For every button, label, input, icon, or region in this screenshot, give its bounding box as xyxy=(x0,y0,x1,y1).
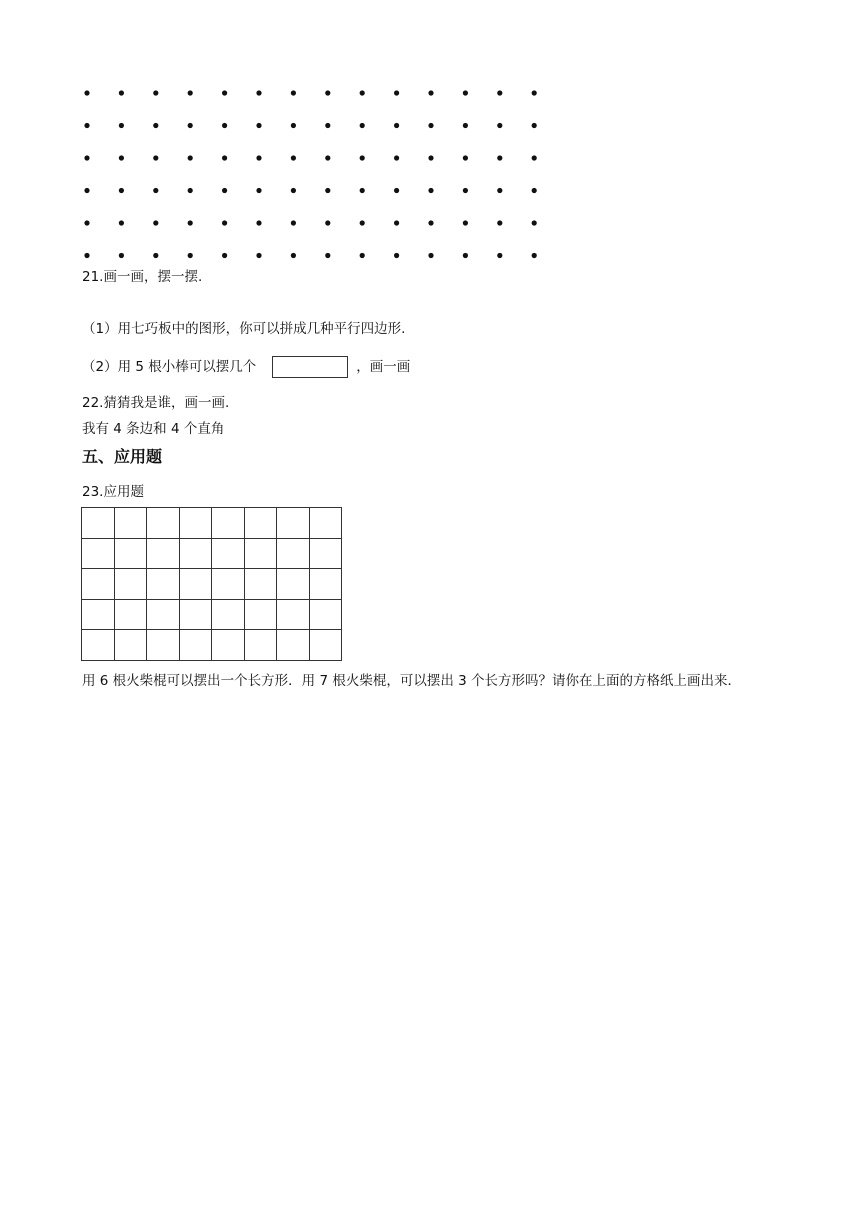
grid-dot xyxy=(463,253,468,258)
grid-cell[interactable] xyxy=(309,538,342,569)
question-22-title: 22.猜猜我是谁，画一画. xyxy=(82,395,230,411)
grid-dot xyxy=(84,253,89,258)
grid-dot xyxy=(360,90,365,95)
grid-cell[interactable] xyxy=(244,508,277,539)
grid-cell[interactable] xyxy=(309,508,342,539)
grid-dot xyxy=(188,253,193,258)
question-21-part1: （1）用七巧板中的图形，你可以拼成几种平行四边形. xyxy=(82,321,406,337)
grid-dot xyxy=(188,188,193,193)
grid-dot xyxy=(360,123,365,128)
grid-dot xyxy=(463,90,468,95)
grid-dot xyxy=(188,220,193,225)
grid-dot xyxy=(428,155,433,160)
grid-dot xyxy=(463,220,468,225)
grid-dot xyxy=(222,90,227,95)
grid-cell[interactable] xyxy=(277,508,310,539)
grid-cell[interactable] xyxy=(309,569,342,600)
question-21-part2 xyxy=(82,356,410,378)
grid-dot xyxy=(428,123,433,128)
grid-dot xyxy=(291,123,296,128)
grid-dot xyxy=(188,123,193,128)
grid-dot xyxy=(394,220,399,225)
grid-dot xyxy=(325,90,330,95)
grid-dot xyxy=(532,123,537,128)
grid-dot xyxy=(256,123,261,128)
grid-dot xyxy=(256,188,261,193)
question-21-part2-text: （2）用 5 根小棒可以摆几个 xyxy=(82,359,257,375)
grid-cell[interactable] xyxy=(277,599,310,630)
grid-cell[interactable] xyxy=(179,630,212,661)
grid-dot xyxy=(84,188,89,193)
grid-dot xyxy=(153,253,158,258)
grid-dot xyxy=(532,220,537,225)
grid-dot xyxy=(188,90,193,95)
grid-dot xyxy=(532,90,537,95)
grid-dot xyxy=(325,188,330,193)
grid-cell[interactable] xyxy=(244,538,277,569)
grid-dot xyxy=(119,253,124,258)
grid-dot xyxy=(394,90,399,95)
grid-cell[interactable] xyxy=(179,538,212,569)
grid-dot xyxy=(119,220,124,225)
grid-cell[interactable] xyxy=(179,508,212,539)
grid-dot xyxy=(360,155,365,160)
grid-dot xyxy=(84,90,89,95)
grid-dot xyxy=(394,188,399,193)
grid-dot xyxy=(256,220,261,225)
grid-dot xyxy=(222,253,227,258)
grid-dot xyxy=(119,123,124,128)
grid-dot xyxy=(463,123,468,128)
grid-dot xyxy=(84,123,89,128)
question-23-title: 23.应用题 xyxy=(82,484,144,500)
grid-dot xyxy=(119,90,124,95)
grid-cell[interactable] xyxy=(212,599,245,630)
grid-dot xyxy=(84,220,89,225)
grid-dot xyxy=(463,188,468,193)
grid-cell[interactable] xyxy=(147,599,180,630)
grid-cell[interactable] xyxy=(114,630,147,661)
grid-dot xyxy=(291,220,296,225)
grid-dot xyxy=(256,90,261,95)
grid-dot xyxy=(497,123,502,128)
question-21-title: 21.画一画，摆一摆. xyxy=(82,269,203,285)
dot-grid xyxy=(78,82,548,262)
grid-dot xyxy=(497,90,502,95)
grid-cell[interactable] xyxy=(277,630,310,661)
grid-cell[interactable] xyxy=(309,630,342,661)
grid-dot xyxy=(291,253,296,258)
grid-cell[interactable] xyxy=(212,630,245,661)
grid-cell[interactable] xyxy=(114,508,147,539)
grid-cell[interactable] xyxy=(309,599,342,630)
grid-cell[interactable] xyxy=(212,569,245,600)
grid-cell[interactable] xyxy=(212,508,245,539)
grid-row xyxy=(82,508,342,539)
grid-dot xyxy=(256,253,261,258)
grid-dot xyxy=(428,253,433,258)
grid-cell[interactable] xyxy=(147,538,180,569)
grid-dot xyxy=(153,220,158,225)
question-21-part2-suffix: ，画一画 xyxy=(356,359,411,375)
grid-dot xyxy=(532,188,537,193)
square-grid-paper[interactable] xyxy=(81,507,342,661)
grid-dot xyxy=(532,253,537,258)
grid-cell[interactable] xyxy=(147,508,180,539)
grid-cell[interactable] xyxy=(82,569,115,600)
grid-cell[interactable] xyxy=(114,538,147,569)
grid-cell[interactable] xyxy=(244,599,277,630)
grid-dot xyxy=(394,253,399,258)
grid-row xyxy=(82,538,342,569)
grid-cell[interactable] xyxy=(114,599,147,630)
answer-box[interactable] xyxy=(272,356,348,378)
grid-dot xyxy=(394,123,399,128)
question-22-text: 我有 4 条边和 4 个直角 xyxy=(82,421,225,437)
grid-cell[interactable] xyxy=(82,508,115,539)
grid-dot xyxy=(463,155,468,160)
grid-row xyxy=(82,599,342,630)
grid-dot xyxy=(428,220,433,225)
grid-dot xyxy=(291,188,296,193)
grid-row xyxy=(82,569,342,600)
grid-cell[interactable] xyxy=(147,569,180,600)
grid-dot xyxy=(119,155,124,160)
grid-dot xyxy=(153,90,158,95)
grid-dot xyxy=(188,155,193,160)
grid-cell[interactable] xyxy=(82,599,115,630)
grid-dot xyxy=(428,90,433,95)
grid-dot xyxy=(428,188,433,193)
grid-cell[interactable] xyxy=(277,569,310,600)
grid-dot xyxy=(360,188,365,193)
grid-dot xyxy=(153,155,158,160)
grid-row xyxy=(82,630,342,661)
grid-cell[interactable] xyxy=(277,538,310,569)
grid-cell[interactable] xyxy=(244,630,277,661)
grid-cell[interactable] xyxy=(212,538,245,569)
grid-dot xyxy=(153,188,158,193)
grid-cell[interactable] xyxy=(147,630,180,661)
grid-dot xyxy=(84,155,89,160)
grid-dot xyxy=(153,123,158,128)
grid-dot xyxy=(394,155,399,160)
grid-dot xyxy=(532,155,537,160)
grid-cell[interactable] xyxy=(179,569,212,600)
grid-dot xyxy=(360,253,365,258)
grid-dot xyxy=(222,188,227,193)
grid-dot xyxy=(325,123,330,128)
grid-cell[interactable] xyxy=(244,569,277,600)
grid-dot xyxy=(360,220,365,225)
grid-cell[interactable] xyxy=(82,538,115,569)
grid-cell[interactable] xyxy=(82,630,115,661)
grid-dot xyxy=(325,253,330,258)
grid-dot xyxy=(291,155,296,160)
grid-dot xyxy=(291,90,296,95)
grid-dot xyxy=(256,155,261,160)
grid-dot xyxy=(222,155,227,160)
grid-dot xyxy=(325,220,330,225)
grid-dot xyxy=(497,188,502,193)
grid-dot xyxy=(222,220,227,225)
grid-dot xyxy=(497,220,502,225)
grid-cell[interactable] xyxy=(114,569,147,600)
question-23-text: 用 6 根火柴棍可以摆出一个长方形．用 7 根火柴棍，可以摆出 3 个长方形吗？请你在上面的方格纸上画出来． xyxy=(82,673,742,689)
grid-dot xyxy=(222,123,227,128)
grid-dot xyxy=(497,155,502,160)
grid-cell[interactable] xyxy=(179,599,212,630)
section-heading: 五、应用题 xyxy=(82,447,163,466)
grid-dot xyxy=(119,188,124,193)
grid-dot xyxy=(325,155,330,160)
grid-dot xyxy=(497,253,502,258)
